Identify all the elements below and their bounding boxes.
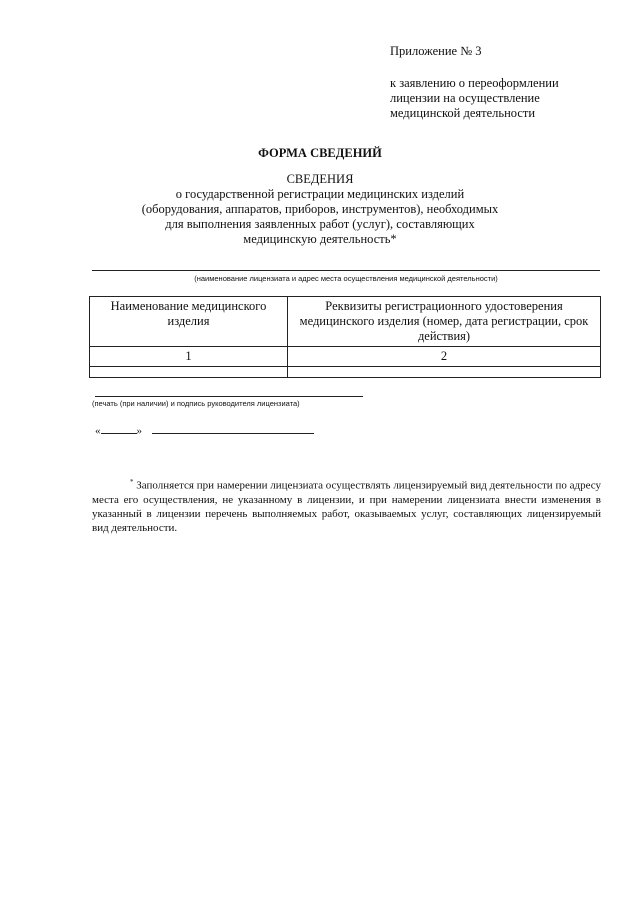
appendix-number: Приложение № 3 [390, 44, 482, 58]
header-registration-details: Реквизиты регистрационного удостоверения медицинского изделия (номер, дата регистрации, срок действия) [288, 297, 601, 347]
header-device-name: Наименование медицинского изделия [90, 297, 288, 347]
footnote-text: Заполняется при намерении лицензиата осуществлять лицензируемый вид деятельности по адресу места его осуществления, не указанному в лицензии, и при намерении лицензиата внести изменения в указанный в лицензии перечень выполняемых работ, оказываемых услуг, составляющих лицензируемый вид деятельности. [92, 479, 601, 534]
table-cell-registration[interactable] [288, 367, 601, 378]
heading-line-1: СВЕДЕНИЯ [286, 172, 354, 186]
appendix-line-1: к заявлению о переоформлении [390, 76, 559, 90]
date-day-field[interactable] [101, 424, 137, 434]
table-cell-device[interactable] [90, 367, 288, 378]
devices-table [89, 296, 601, 378]
form-title: ФОРМА СВЕДЕНИЙ [258, 146, 382, 160]
signature-field-line[interactable] [95, 396, 363, 397]
heading-line-3: (оборудования, аппаратов, приборов, инструментов), необходимых [141, 202, 499, 216]
heading-block [120, 172, 520, 247]
date-month-year-field[interactable] [152, 424, 314, 434]
date-field [95, 424, 314, 437]
footnote [92, 475, 601, 535]
column-number-2: 2 [288, 347, 601, 367]
column-number-1: 1 [90, 347, 288, 367]
signature-caption: (печать (при наличии) и подпись руководителя лицензиата) [92, 399, 300, 408]
date-close-quote: » [136, 425, 142, 437]
table-number-row [90, 347, 601, 367]
footnote-marker: * [130, 478, 134, 486]
date-open-quote: « [95, 425, 101, 437]
appendix-line-2: лицензии на осуществление [390, 91, 540, 105]
heading-line-2: о государственной регистрации медицинских изделий [175, 187, 465, 201]
heading-line-4: для выполнения заявленных работ (услуг), составляющих [165, 217, 475, 231]
appendix-line-3: медицинской деятельности [390, 106, 536, 120]
table-header-row [90, 297, 601, 347]
licensee-caption: (наименование лицензиата и адрес места осуществления медицинской деятельности) [194, 274, 498, 283]
licensee-field-line[interactable] [92, 270, 600, 271]
heading-line-5: медицинскую деятельность* [243, 232, 397, 246]
appendix-header [390, 44, 625, 121]
table-row [90, 367, 601, 378]
